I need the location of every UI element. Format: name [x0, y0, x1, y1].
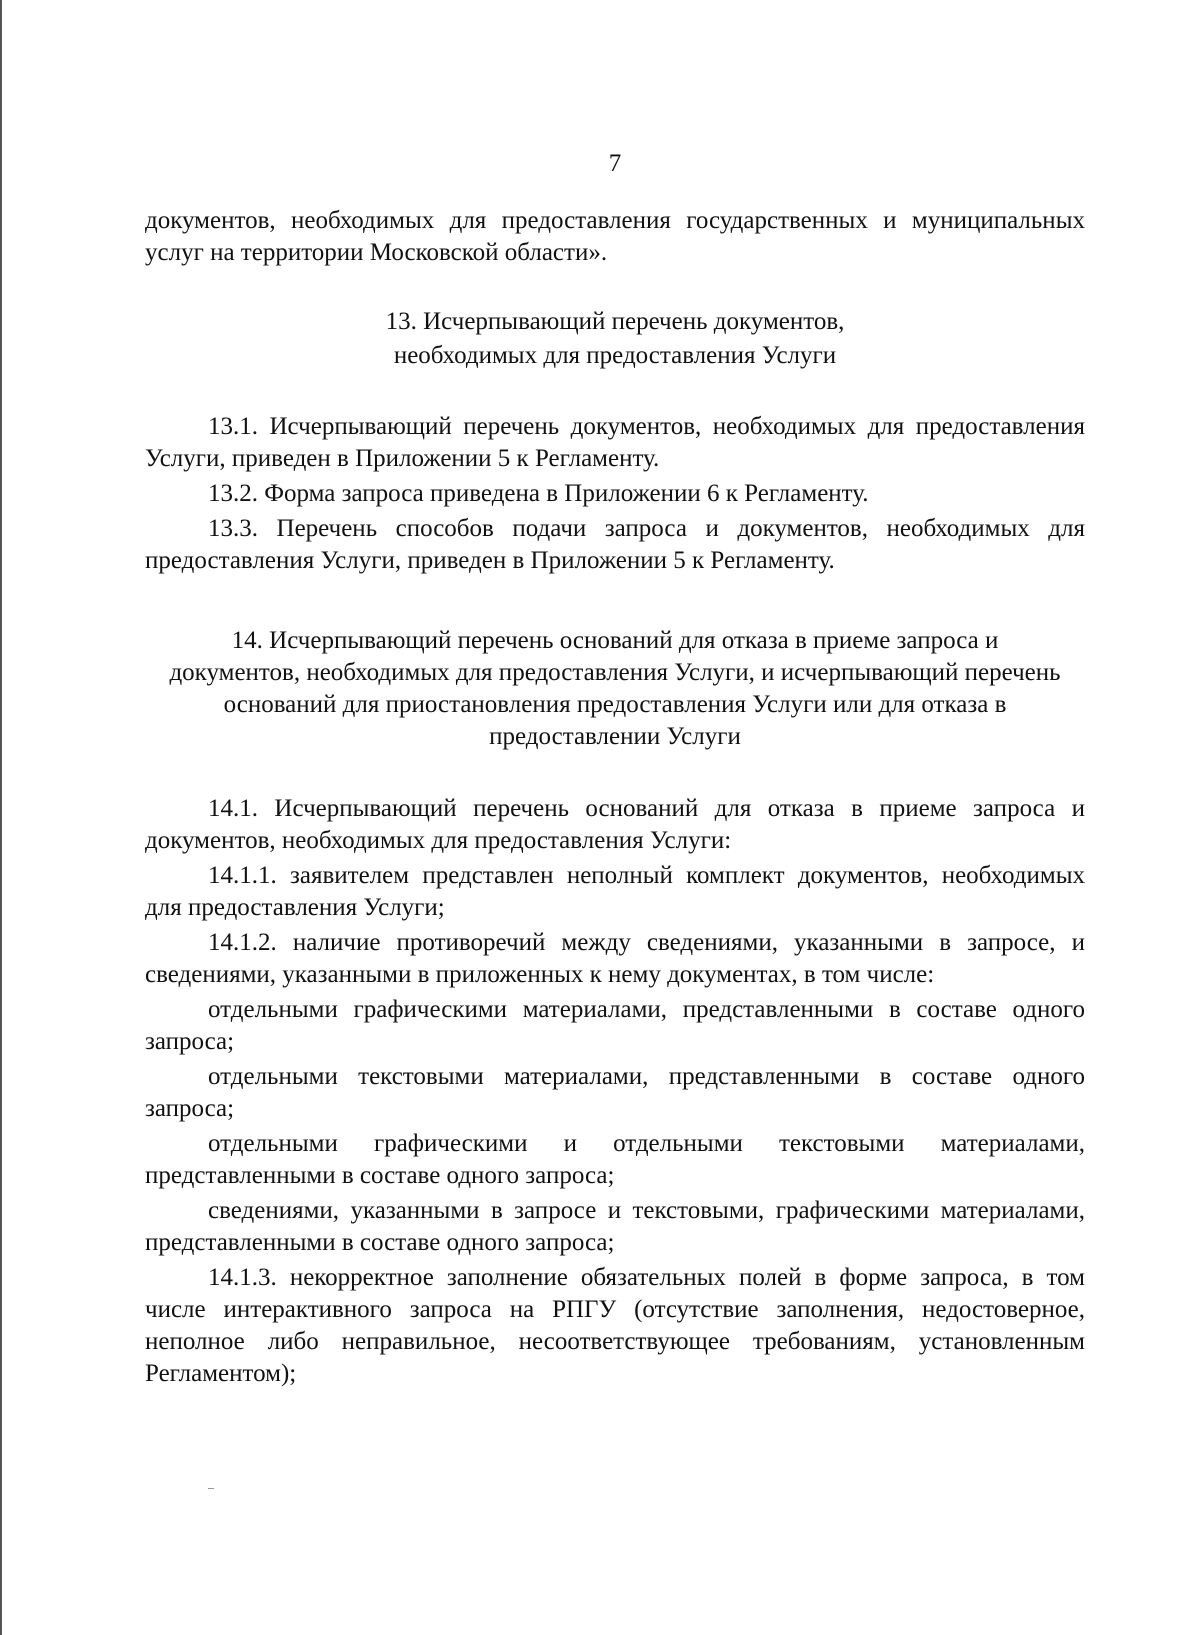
- section-13-heading-line-1: 13. Исчерпывающий перечень документов,: [385, 308, 845, 335]
- paragraph-13-2: 13.2. Форма запроса приведена в Приложении 6 к Регламенту.: [208, 480, 869, 507]
- paragraph-14-1: 14.1. Исчерпывающий перечень оснований для отказа в приеме запроса и документов, необходимых для предоставления Услуги:: [145, 795, 1085, 854]
- paragraph-13-1: 13.1. Исчерпывающий перечень документов, необходимых для предоставления Услуги, приведен в Приложении 5 к Регламенту.: [145, 413, 1085, 472]
- list-item-graphic-materials: отдельными графическими материалами, представленными в составе одного запроса;: [145, 996, 1085, 1055]
- list-item-graphic-and-text-materials: отдельными графическими и отдельными текстовыми материалами, представленными в составе одного запроса;: [145, 1130, 1085, 1189]
- list-item-text-materials: отдельными текстовыми материалами, представленными в составе одного запроса;: [145, 1063, 1085, 1122]
- scan-edge-line: [0, 0, 2, 1635]
- section-14-heading: 14. Исчерпывающий перечень оснований для отказа в приеме запроса и документов, необходимых для предоставления Услуги, и исчерпывающий перечень оснований для приостановления предоставления Услуги или для отказа в предоставлении Услуги: [169, 627, 1061, 750]
- paragraph-13-3: 13.3. Перечень способов подачи запроса и документов, необходимых для предоставления Услуги, приведен в Приложении 5 к Регламенту.: [145, 515, 1085, 574]
- paragraph-14-1-2: 14.1.2. наличие противоречий между сведениями, указанными в запросе, и сведениями, указанными в приложенных к нему документах, в том числе:: [145, 929, 1085, 988]
- paragraph-14-1-1: 14.1.1. заявителем представлен неполный комплект документов, необходимых для предоставления Услуги;: [145, 862, 1085, 921]
- paragraph-14-1-3: 14.1.3. некорректное заполнение обязательных полей в форме запроса, в том числе интерактивного запроса на РПГУ (отсутствие заполнения, недостоверное, неполное либо неправильное, несоответствующее требованиям, установленным Регламентом);: [145, 1264, 1085, 1387]
- intro-paragraph: документов, необходимых для предоставления государственных и муниципальных услуг на территории Московской области».: [145, 207, 1085, 266]
- list-item-request-and-materials: сведениями, указанными в запросе и текстовыми, графическими материалами, представленными в составе одного запроса;: [145, 1197, 1085, 1256]
- section-13-heading-line-2: необходимых для предоставления Услуги: [393, 342, 837, 369]
- section-13-heading: [315, 305, 915, 373]
- scan-speck: [208, 1488, 214, 1489]
- page-number: 7: [608, 150, 622, 177]
- document-body: [145, 205, 1085, 1390]
